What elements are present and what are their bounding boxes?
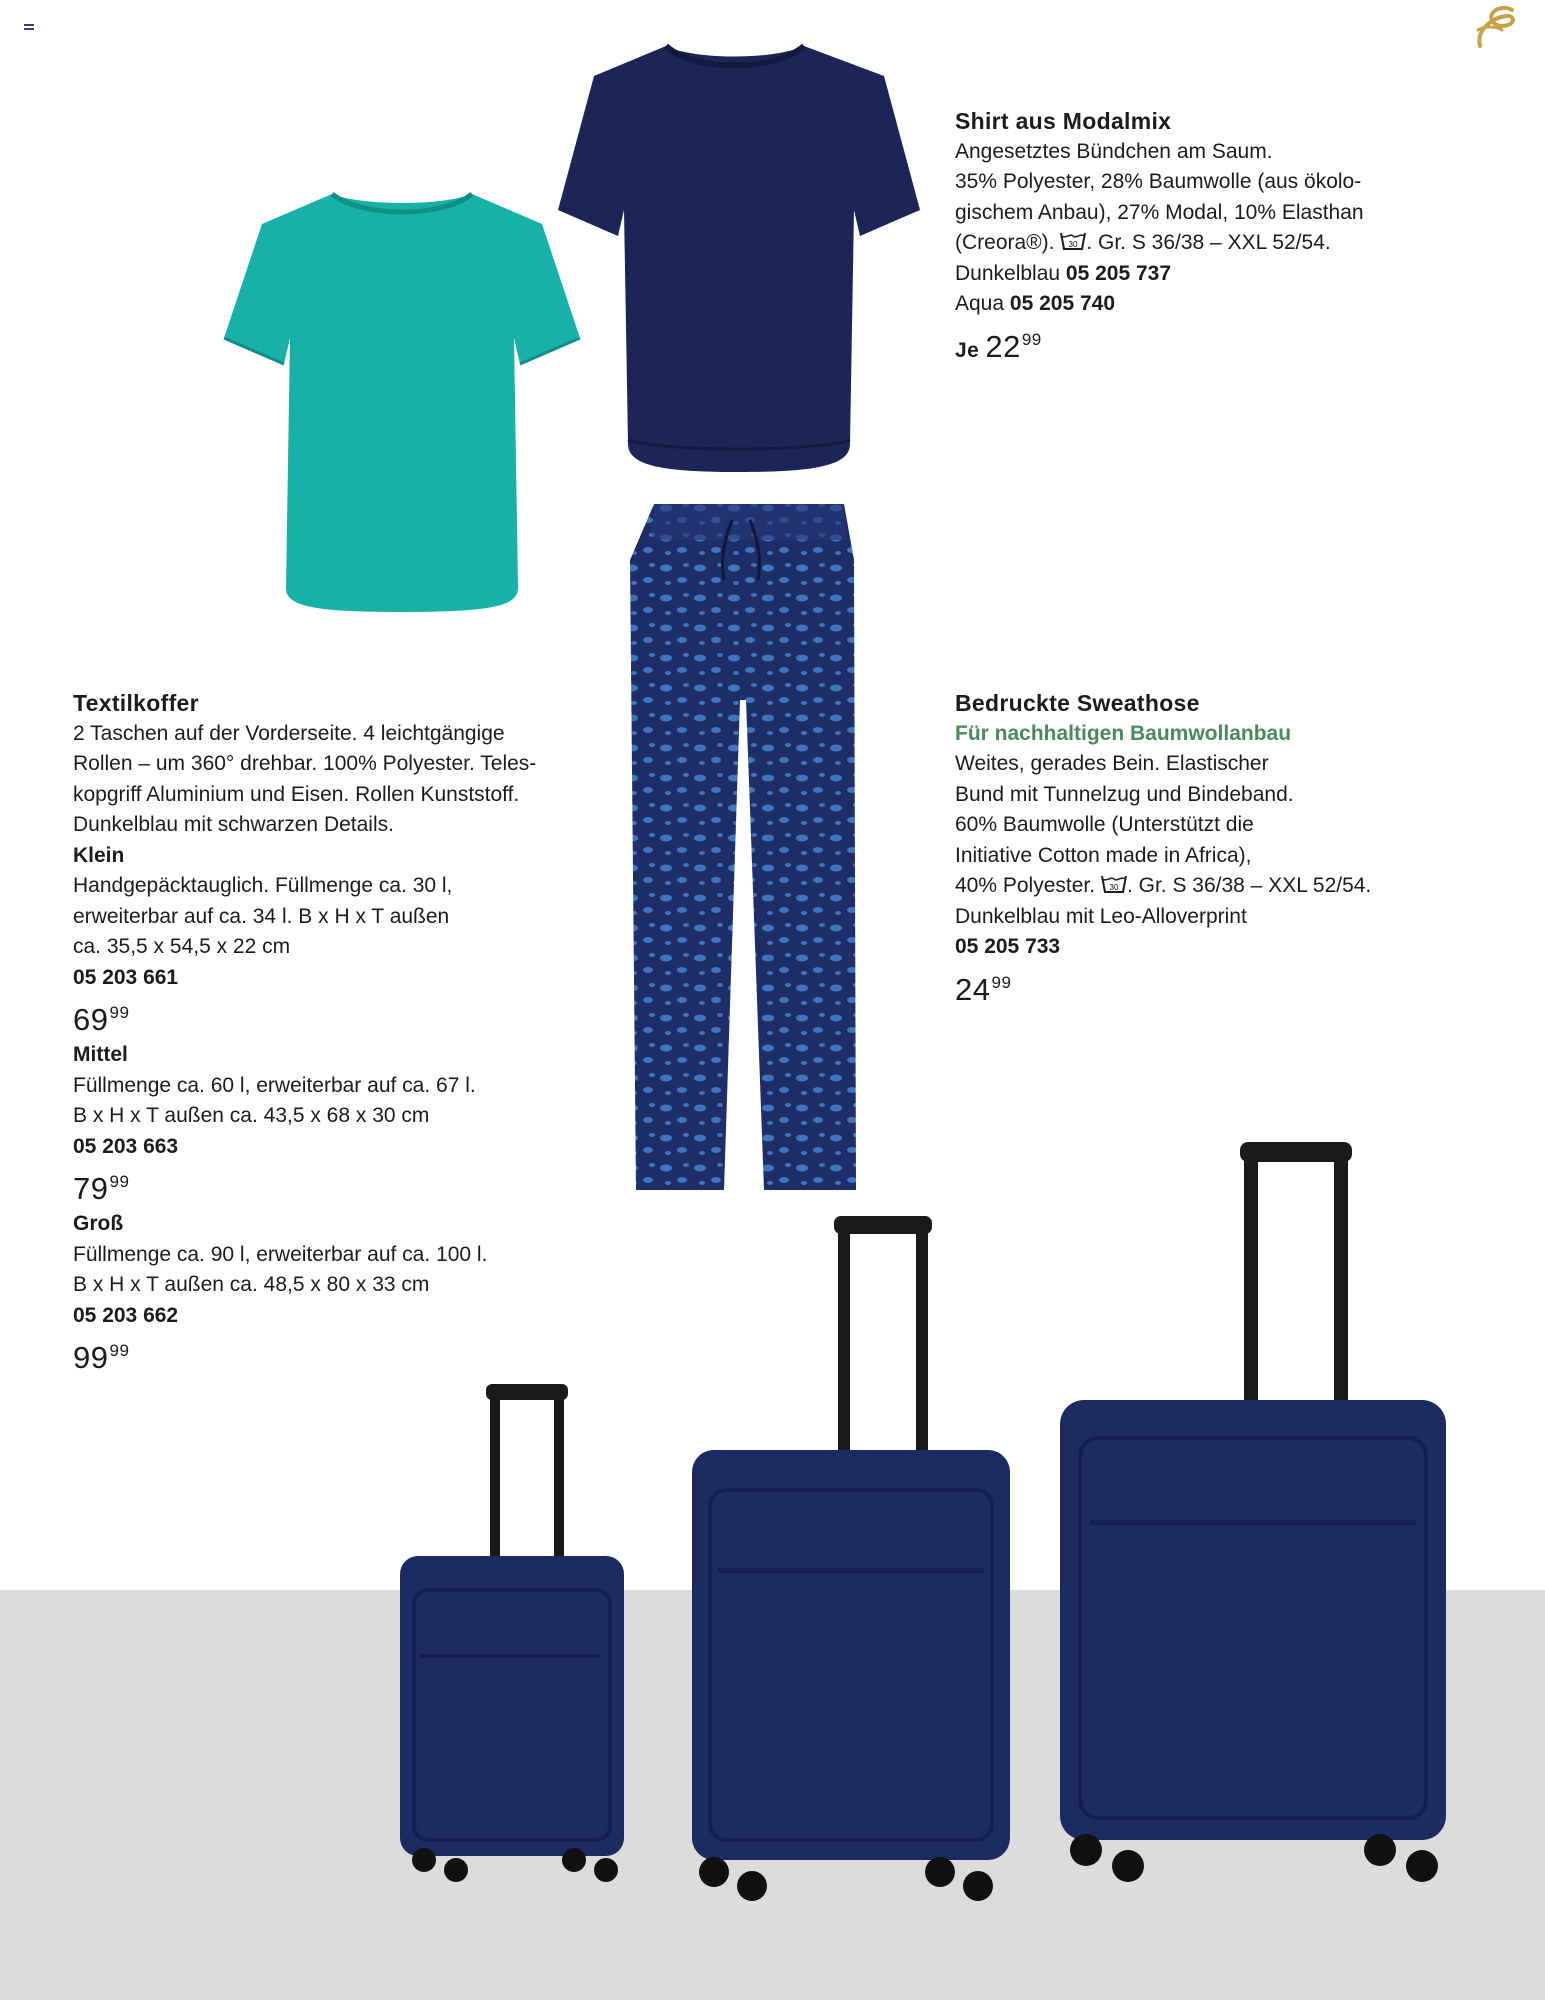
size-name: Klein: [73, 843, 125, 867]
price-main: 24: [955, 971, 991, 1007]
suitcase-large-image: [1050, 1138, 1450, 1918]
size-line: erweiterbar auf ca. 34 l. B x H x T außen: [73, 904, 450, 928]
wash-30-icon: [1060, 231, 1086, 251]
shirt-line: Angesetztes Bündchen am Saum.: [955, 139, 1273, 163]
shirt-code-navy: 05 205 737: [1065, 261, 1172, 285]
size-line: B x H x T außen ca. 43,5 x 68 x 30 cm: [73, 1104, 430, 1127]
price-cents: 99: [1021, 329, 1042, 349]
pants-line: [955, 871, 1515, 902]
price-prefix: Je: [955, 338, 980, 362]
aqua-shirt-image: [222, 188, 582, 618]
shirt-color-navy: Dunkelblau: [955, 261, 1061, 285]
size-price: [73, 1162, 633, 1209]
pants-line: Initiative Cotton made in Africa),: [955, 843, 1252, 867]
shirt-line: 35% Polyester, 28% Baumwolle (aus ökolo-: [955, 170, 1362, 193]
brand-logo-icon: [1462, 0, 1522, 60]
pants-sustainability-label: Für nachhaltigen Baumwollanbau: [955, 721, 1292, 745]
shirt-line: gischem Anbau), 27% Modal, 10% Elasthan: [955, 200, 1364, 224]
shirt-description: [955, 106, 1515, 371]
suitcase-medium-image: [680, 1210, 1020, 1930]
printed-pants-image: [624, 500, 864, 1195]
size-price: [73, 1331, 633, 1378]
size-line: Handgepäcktauglich. Füllmenge ca. 30 l,: [73, 874, 453, 897]
suitcase-line: 2 Taschen auf der Vorderseite. 4 leichtgängige: [73, 721, 505, 745]
pants-title: Bedruckte Sweathose: [955, 690, 1200, 716]
menu-icon[interactable]: [24, 24, 34, 33]
pants-line: 60% Baumwolle (Unterstützt die: [955, 813, 1254, 836]
size-line: Füllmenge ca. 90 l, erweiterbar auf ca. 100 l.: [73, 1242, 488, 1266]
pants-sizes: . Gr. S 36/38 – XXL 52/54.: [1126, 874, 1372, 897]
suitcase-line: Rollen – um 360° drehbar. 100% Polyester. Teles-: [73, 752, 537, 775]
pants-code: 05 205 733: [955, 935, 1061, 958]
size-line: B x H x T außen ca. 48,5 x 80 x 33 cm: [73, 1273, 430, 1296]
price-main: 99: [73, 1340, 109, 1375]
price-main: 69: [73, 1002, 109, 1037]
price-main: 22: [985, 328, 1021, 364]
price-cents: 99: [109, 1003, 130, 1022]
navy-shirt-image: [554, 40, 924, 480]
suitcase-description: [73, 688, 633, 1378]
pants-line: Bund mit Tunnelzug und Bindeband.: [955, 782, 1294, 806]
price-main: 79: [73, 1171, 109, 1206]
pants-color: Dunkelblau mit Leo-Alloverprint: [955, 904, 1247, 928]
shirt-material-note: (Creora®).: [955, 231, 1055, 254]
svg-text:30: 30: [1068, 240, 1078, 249]
suitcase-small-image: [384, 1380, 644, 1910]
shirt-sizes: . Gr. S 36/38 – XXL 52/54.: [1086, 231, 1331, 254]
suitcase-line: kopgriff Aluminium und Eisen. Rollen Kunststoff.: [73, 782, 520, 806]
size-code: 05 203 662: [73, 1303, 179, 1327]
price-cents: 99: [991, 972, 1012, 992]
size-name: Mittel: [73, 1043, 128, 1066]
pants-description: [955, 688, 1515, 1010]
pants-material-note: 40% Polyester.: [955, 874, 1096, 897]
size-price: [73, 993, 633, 1040]
suitcase-line: Dunkelblau mit schwarzen Details.: [73, 813, 394, 836]
wash-30-icon: [1101, 874, 1127, 894]
pants-line: Weites, gerades Bein. Elastischer: [955, 752, 1269, 775]
suitcase-title: Textilkoffer: [73, 690, 199, 716]
price-cents: 99: [109, 1341, 130, 1360]
size-line: Füllmenge ca. 60 l, erweiterbar auf ca. 67 l.: [73, 1073, 476, 1097]
price-cents: 99: [109, 1172, 130, 1191]
svg-text:30: 30: [1109, 883, 1119, 892]
size-code: 05 203 661: [73, 965, 179, 989]
shirt-code-aqua: 05 205 740: [1009, 292, 1115, 315]
size-name: Groß: [73, 1212, 124, 1235]
size-line: ca. 35,5 x 54,5 x 22 cm: [73, 935, 291, 958]
shirt-line: [955, 228, 1515, 259]
size-code: 05 203 663: [73, 1134, 179, 1158]
pants-price: [955, 963, 1515, 1010]
shirt-title: Shirt aus Modalmix: [955, 108, 1172, 134]
shirt-price: [955, 320, 1515, 371]
shirt-color-aqua: Aqua: [955, 292, 1005, 315]
